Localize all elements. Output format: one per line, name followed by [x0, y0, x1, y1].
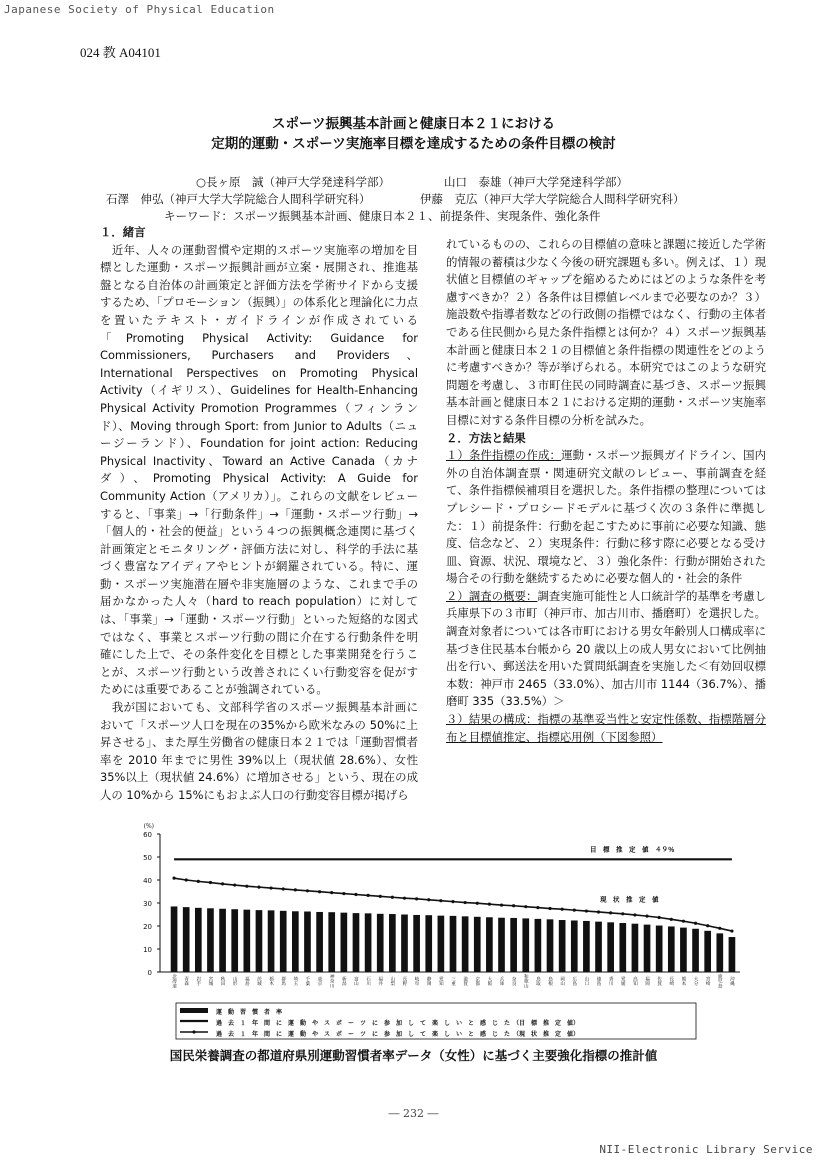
current-point [561, 908, 564, 911]
bar [559, 920, 566, 972]
y-tick-label: 20 [143, 923, 152, 931]
x-tick-label: 静岡 [426, 976, 432, 986]
current-point [573, 909, 576, 912]
x-tick-label: 岡山 [559, 976, 565, 986]
title-line-2: 定期的運動・スポーツ実施率目標を達成するための条件目標の検討 [211, 136, 616, 152]
current-point [585, 909, 588, 912]
x-tick-label: 宮城 [207, 976, 213, 986]
title-line-1: スポーツ振興基本計画と健康日本２１における [272, 116, 555, 132]
bar [474, 917, 481, 972]
bar [243, 910, 250, 972]
bar [328, 912, 335, 972]
subheading-results: ３）結果の構成： [446, 712, 538, 727]
current-point [645, 915, 648, 918]
bar [729, 937, 736, 972]
paragraph-4 [446, 447, 766, 588]
legend-swatch-bar [180, 1008, 208, 1013]
current-annotation: 現 状 推 定 値 [600, 895, 659, 904]
x-tick-label: 滋賀 [462, 976, 468, 986]
x-tick-label: 新潟 [341, 976, 347, 986]
bar [377, 914, 384, 972]
current-point [536, 906, 539, 909]
current-point [609, 911, 612, 914]
x-tick-label: 宮崎 [705, 976, 711, 986]
current-point [512, 904, 515, 907]
x-tick-label: 高知 [632, 976, 638, 986]
bar [365, 913, 372, 972]
bar [547, 919, 554, 972]
subheading-survey: ２）調査の概要： [446, 588, 538, 603]
x-tick-label: 大分 [693, 976, 699, 986]
x-tick-label: 長崎 [668, 976, 674, 986]
bar [704, 931, 711, 972]
bar [389, 914, 396, 972]
x-tick-label: 山梨 [389, 976, 395, 986]
society-header: Japanese Society of Physical Education [4, 3, 275, 16]
current-point [379, 895, 382, 898]
x-tick-label: 福岡 [644, 976, 650, 986]
current-point [718, 927, 721, 930]
current-point [197, 880, 200, 883]
x-tick-label: 香川 [608, 976, 614, 986]
bar [207, 908, 214, 972]
indicator-chart [120, 812, 750, 1044]
x-tick-label: 和歌山 [523, 974, 529, 988]
x-tick-label: 山形 [232, 976, 238, 986]
bar [607, 922, 614, 972]
current-point [730, 929, 733, 932]
bar [522, 918, 529, 972]
bar [292, 911, 299, 972]
legend-label: 過 去 １ 年 間 に 運 動 や ス ポ ー ツ に 参 加 し て 楽 し い と 感 じ た （目 標 推 定 値） [216, 1020, 580, 1027]
current-point [476, 902, 479, 905]
x-tick-label: 三重 [450, 976, 456, 986]
current-point [185, 878, 188, 881]
x-tick-label: 茨城 [256, 976, 262, 986]
paragraph-6 [446, 711, 766, 746]
y-tick-label: 30 [143, 900, 152, 908]
legend-swatch-current-point [192, 1030, 195, 1033]
current-point [439, 899, 442, 902]
paragraph-5 [446, 588, 766, 711]
x-tick-label: 栃木 [268, 976, 274, 986]
bar [656, 926, 663, 972]
current-point [354, 893, 357, 896]
bar [268, 910, 275, 972]
x-tick-label: 石川 [365, 976, 371, 986]
current-point [415, 897, 418, 900]
left-column [100, 224, 418, 805]
bar [462, 916, 469, 972]
current-point [306, 889, 309, 892]
y-tick-label: 40 [143, 877, 152, 885]
y-tick-label: 0 [147, 969, 152, 977]
bar [425, 915, 432, 972]
current-point [488, 903, 491, 906]
bar [401, 915, 408, 973]
page-number: ― 232 ― [388, 1107, 439, 1120]
x-tick-label: 京都 [474, 976, 480, 986]
bar [498, 918, 505, 972]
bar [583, 921, 590, 972]
bar [535, 919, 542, 972]
x-tick-label: 愛知 [438, 976, 444, 986]
bar [668, 926, 675, 972]
current-point [172, 877, 175, 880]
paragraph-6-text: 指標の基準妥当性と安定性係数、指標階層分布と目標値推定、指標応用例（下図参照） [446, 712, 766, 744]
x-tick-label: 富山 [353, 976, 359, 986]
x-tick-label: 鳥取 [535, 976, 541, 986]
bar [231, 909, 238, 972]
current-point [524, 905, 527, 908]
bar [595, 922, 602, 972]
current-point [670, 918, 673, 921]
paragraph-5-text: 調査実施可能性と人口統計学的基準を考慮し兵庫県下の３市町（神戸市、加古川市、播磨町）を選択した。調査対象者については各市町における男女年齢別人口構成率に基づき住民基本台帳から 20 歳以上の成人男女において比例抽出を行い、郵送法を用いた質問紙調査を実施した＜有効回収標本数：神戸市 2465（33.0%）、加古川市 1144（36.7%）、播磨町 335（33.5%）＞ [446, 588, 766, 709]
bar [680, 928, 687, 972]
bar [256, 910, 263, 972]
current-point [682, 920, 685, 923]
bar [219, 909, 226, 972]
x-tick-label: 青森 [183, 976, 189, 986]
bar [716, 933, 723, 972]
paragraph-1 [100, 242, 418, 699]
current-point [391, 896, 394, 899]
x-tick-label: 奈良 [511, 976, 517, 986]
x-tick-label: 沖縄 [729, 976, 735, 986]
current-point [367, 894, 370, 897]
current-point [548, 907, 551, 910]
x-tick-label: 秋田 [220, 976, 226, 986]
current-point [233, 883, 236, 886]
current-point [403, 897, 406, 900]
section-heading-introduction: １．緒言 [100, 225, 146, 239]
legend-label: 運 動 習 慣 者 率 [216, 1009, 283, 1016]
author-2: 山口 泰雄（神戸大学発達科学部） [444, 175, 628, 189]
current-point [209, 881, 212, 884]
x-tick-label: 愛媛 [620, 976, 626, 986]
x-tick-label: 埼玉 [292, 976, 298, 986]
bar [341, 913, 348, 972]
current-point [282, 887, 285, 890]
current-point [633, 913, 636, 916]
x-tick-label: 岩手 [195, 976, 201, 986]
figure-caption: 国民栄養調査の都道府県別運動習慣者率データ（女性）に基づく主要強化指標の推計値 [169, 1048, 658, 1063]
current-point [427, 898, 430, 901]
y-axis-unit: (%) [143, 823, 154, 830]
x-tick-label: 兵庫 [499, 976, 505, 986]
legend-label: 過 去 １ 年 間 に 運 動 や ス ポ ー ツ に 参 加 し て 楽 し い と 感 じ た （現 状 推 定 値） [216, 1031, 580, 1038]
current-point [318, 890, 321, 893]
paragraph-1-text: 近年、人々の運動習慣や定期的スポーツ実施率の増加を目標とした運動・スポーツ振興計画が立案・展開され、推進基盤となる自治体の計画策定と評価方法を学術サイドから支援するため、「プロモーション（振興）」の体系化と理論化に力点を置いたテキスト・ガイドラインが作成されている「Promoting Physical Activity: Guidance for Commissioners, Purchasers and Providers、International Perspectives on Promoting Physical Activity（イギリス）、Guidelines for Health-Enhancing Physical Activity Promotion Programmes（フィンランド）、Moving through Sport: from Junior to Adults（ニュージーランド）、Foundation for joint action: Reducing Physical Inactivity、Toward an Active Canada（カナダ）、Promoting Physical Activity: A Guide for Community Action（アメリカ）」。これらの文献をレビューすると、「事業」→「行動条件」→「運動・スポーツ行動」→「個人的・社会的便益」という４つの振興概念連関に基づく計画策定とモニタリング・評価方法に対し、科学的手法に基づく豊富なアイディアやヒントが網羅されている。特に、運動・スポーツ実施潜在層や非実施層のような、これまで手の届かなかった人々（hard to reach population）に対しては、「事業」→「運動・スポーツ行動」といった短絡的な図式ではなく、事業とスポーツ行動の間に介在する行動条件を明確にした上で、その条件変化を目標とした事業開発を行うことが、スポーツ行動という改善されにくい行動変容を促がすためには重要であることが強調されている。 [100, 242, 418, 697]
current-point [621, 912, 624, 915]
y-tick-label: 10 [143, 946, 152, 954]
bar [510, 918, 517, 972]
bar [280, 911, 287, 972]
current-point [464, 901, 467, 904]
bar [450, 916, 457, 972]
target-annotation: 目 標 推 定 値 ４９％ [590, 845, 675, 854]
x-tick-label: 長野 [401, 976, 407, 986]
x-tick-label: 大阪 [486, 976, 492, 986]
bar [195, 908, 202, 972]
service-footer: NII-Electronic Library Service [599, 1143, 813, 1156]
x-tick-label: 東京 [317, 976, 323, 986]
bar [171, 906, 178, 972]
bar [486, 917, 493, 972]
bar [438, 916, 445, 972]
current-point [221, 882, 224, 885]
current-point [257, 886, 260, 889]
x-tick-label: 山口 [583, 976, 589, 986]
document-code: 024 教 A04101 [80, 45, 161, 60]
right-column [446, 236, 766, 746]
x-tick-label: 福井 [377, 976, 383, 986]
author-1: ○長ヶ原 誠（神戸大学発達科学部） [196, 175, 391, 189]
bar [571, 920, 578, 972]
bar [632, 924, 639, 972]
current-point [245, 885, 248, 888]
y-tick-label: 60 [143, 831, 152, 839]
current-point [451, 900, 454, 903]
subheading-indicators: １）条件指標の作成： [446, 448, 562, 463]
keywords: キーワード：スポーツ振興基本計画、健康日本２１、前提条件、実現条件、強化条件 [164, 209, 601, 223]
x-tick-label: 北海道 [171, 974, 177, 988]
paper-title [0, 114, 827, 154]
bar [183, 907, 190, 972]
current-point [269, 886, 272, 889]
y-tick-label: 50 [143, 854, 152, 862]
author-3: 石澤 伸弘（神戸大学大学院総合人間科学研究科） [106, 192, 371, 206]
current-point [500, 903, 503, 906]
bar [619, 923, 626, 972]
x-tick-label: 神奈川 [329, 974, 335, 988]
current-point [330, 891, 333, 894]
current-point [694, 922, 697, 925]
current-point [597, 910, 600, 913]
x-tick-label: 鹿児島 [717, 974, 723, 988]
current-point [658, 916, 661, 919]
x-tick-label: 島根 [547, 976, 553, 986]
x-tick-label: 福島 [244, 976, 250, 986]
current-point [706, 924, 709, 927]
current-point [294, 888, 297, 891]
paragraph-2 [100, 699, 418, 805]
paragraph-3: れているものの、これらの目標値の意味と課題に接近した学術的情報の蓄積は少なく今後の研究課題も多い。例えば、１）現状値と目標値のギャップを縮めるためにはどのような条件を考慮すべきか？２）各条件は目標値レベルまで必要なのか？３）施設数や指導者数などの行政側の指標ではなく、行動の主体者である住民側から見た条件指標とは何か？４）スポーツ振興基本計画と健康日本２１の目標値と条件指標の関連性をどのように考慮すべきか？等が挙げられる。本研究ではこのような研究問題を考慮し、３市町住民の同時調査に基づき、スポーツ振興基本計画と健康日本２１における定期的運動・スポーツ実施率目標に対する条件目標の分析を試みた。 [446, 237, 766, 427]
x-tick-label: 岐阜 [414, 976, 420, 986]
section-heading-methods: ２．方法と結果 [446, 430, 526, 445]
paragraph-4-text: 運動・スポーツ振興ガイドライン、国内外の自治体調査票・関連研究文献のレビュー、事前調査を経て、条件指標候補項目を選択した。条件指標の整理についてはプレシード・プロシードモデルに基づく次の３条件に準拠した：１）前提条件：行動を起こすために事前に必要な知識、態度、信念など、２）実現条件：行動に移す際に必要となる受け皿、資源、状況、環境など、３）強化条件：行動が開始された場合その行動を継続するために必要な個人的・社会的条件 [446, 448, 766, 586]
bar [413, 915, 420, 972]
x-tick-label: 徳島 [596, 976, 602, 986]
author-4: 伊藤 克広（神戸大学大学院総合人間科学研究科） [420, 192, 685, 206]
x-tick-label: 広島 [571, 976, 577, 986]
x-tick-label: 千葉 [304, 976, 310, 986]
current-point [342, 892, 345, 895]
bar [353, 913, 360, 972]
bar [644, 925, 651, 972]
bar [692, 929, 699, 972]
x-tick-label: 群馬 [280, 976, 286, 986]
bar [304, 912, 311, 972]
x-tick-label: 佐賀 [656, 976, 662, 986]
x-tick-label: 熊本 [680, 976, 686, 986]
bar [316, 912, 323, 972]
paragraph-2-text: 我が国においても、文部科学省のスポーツ振興基本計画において「スポーツ人口を現在の35%から欧米なみの 50%に上昇させる」、また厚生労働省の健康日本２１では「運動習慣者率を 2010 年までに男性 39%以上（現状値 28.6%）、女性 35%以上（現状値 24.6%）に増加させる」という、現在の成人の 10%から 15%にもおよぶ人口の行動変容目標が掲げら [100, 700, 418, 802]
